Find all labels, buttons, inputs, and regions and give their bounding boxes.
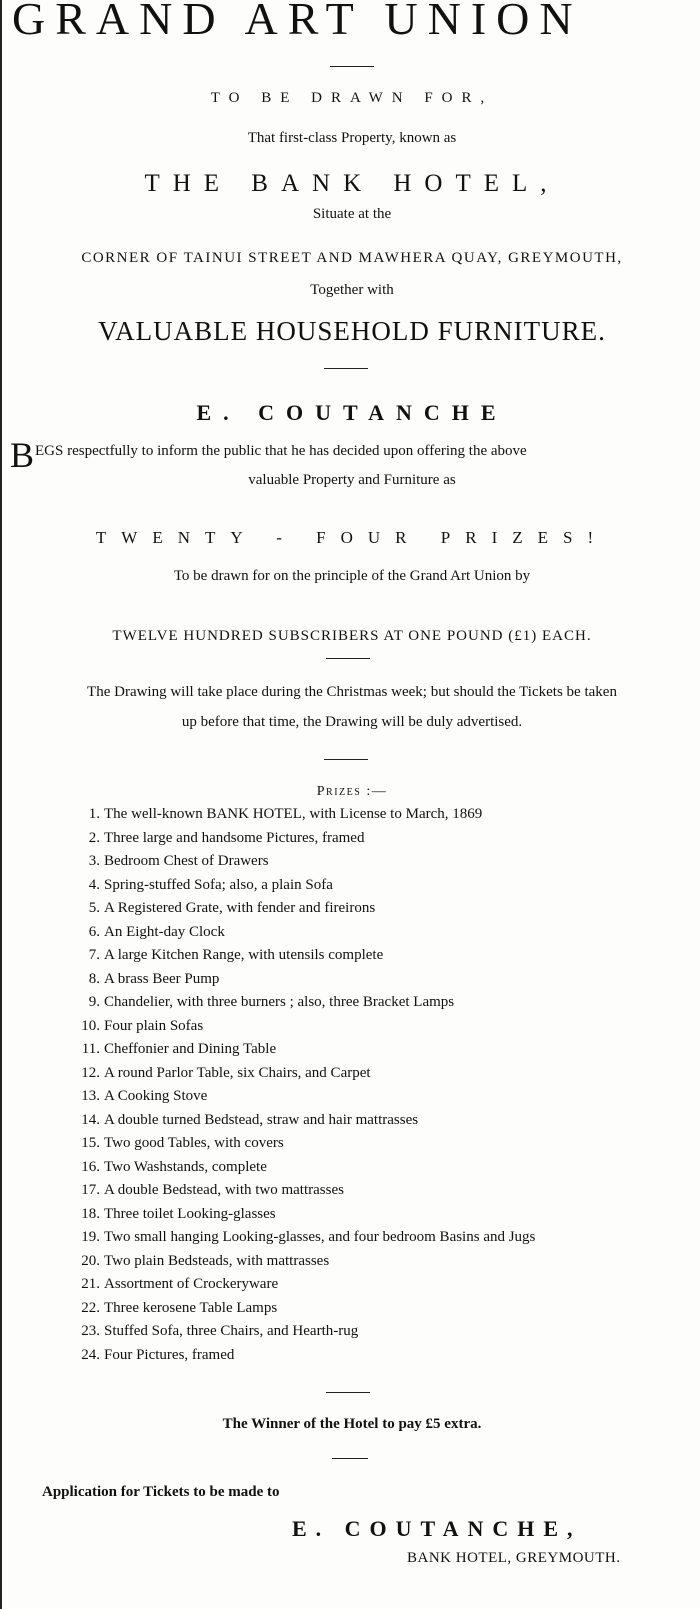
signature-name: E. COUTANCHE, <box>292 1516 582 1541</box>
winner-note: The Winner of the Hotel to pay £5 extra. <box>222 1416 482 1432</box>
drop-cap: B <box>10 435 35 475</box>
furniture-heading: VALUABLE HOUSEHOLD FURNITURE. <box>98 316 606 346</box>
hotel-name: THE BANK HOTEL, <box>144 170 560 197</box>
begs-text: EGS respectfully to inform the public that he has decided upon offering the above <box>35 443 527 459</box>
application-line: Application for Tickets to be made to <box>42 1484 280 1500</box>
list-item: 18. Three toilet Looking-glasses <box>81 1205 276 1222</box>
list-item: 6. An Eight-day Clock <box>88 923 225 940</box>
signature-address: BANK HOTEL, GREYMOUTH. <box>407 1550 621 1566</box>
list-item: 17. A double Bedstead, with two mattrasses <box>81 1182 344 1198</box>
list-item: 13. A Cooking Stove <box>81 1088 208 1104</box>
divider-rule <box>326 658 370 659</box>
list-item: 21. Assortment of Crockeryware <box>81 1276 279 1292</box>
drawing-line-2: up before that time, the Drawing will be duly advertised. <box>181 714 523 730</box>
list-item: 2. Three large and handsome Pictures, framed <box>88 829 365 846</box>
divider-rule <box>330 66 374 67</box>
twenty-four-prizes-heading: TWENTY - FOUR PRIZES! <box>95 528 609 547</box>
subscribers-line: TWELVE HUNDRED SUBSCRIBERS AT ONE POUND (£1) EACH. <box>112 628 592 644</box>
list-item: 24. Four Pictures, framed <box>81 1346 235 1363</box>
list-item: 7. A large Kitchen Range, with utensils complete <box>88 947 384 963</box>
list-item: 19. Two small hanging Looking-glasses, and four bedroom Basins and Jugs <box>81 1229 536 1245</box>
to-be-drawn-line: TO BE DRAWN FOR, <box>210 90 494 106</box>
begs-paragraph <box>10 435 694 475</box>
list-item: 15. Two good Tables, with covers <box>81 1135 284 1151</box>
situate-line: Situate at the <box>312 206 392 222</box>
list-item: 8. A brass Beer Pump <box>88 970 220 987</box>
list-item: 1. The well-known BANK HOTEL, with License to March, 1869 <box>88 806 483 822</box>
list-item: 11. Cheffonier and Dining Table <box>81 1041 277 1057</box>
list-item: 22. Three kerosene Table Lamps <box>81 1299 278 1316</box>
list-item: 16. Two Washstands, complete <box>81 1158 267 1175</box>
divider-rule <box>326 1392 370 1393</box>
list-item: 20. Two plain Bedsteads, with mattrasses <box>81 1252 330 1269</box>
list-item: 23. Stuffed Sofa, three Chairs, and Hearth-rug <box>81 1323 359 1339</box>
list-item: 12. A round Parlor Table, six Chairs, and Carpet <box>81 1064 371 1081</box>
divider-rule <box>324 759 368 760</box>
list-item: 9. Chandelier, with three burners ; also, three Bracket Lamps <box>88 994 455 1010</box>
list-item: 10. Four plain Sofas <box>81 1017 204 1034</box>
list-item: 14. A double turned Bedstead, straw and hair mattrasses <box>81 1111 419 1128</box>
list-item: 5. A Registered Grate, with fender and fireirons <box>88 900 376 916</box>
list-item: 4. Spring-stuffed Sofa; also, a plain Sofa <box>88 876 333 893</box>
list-item: 3. Bedroom Chest of Drawers <box>88 853 269 869</box>
together-line: Together with <box>310 282 394 298</box>
principle-line: To be drawn for on the principle of the Grand Art Union by <box>173 568 531 584</box>
prizes-label: Prizes :— <box>316 784 388 799</box>
prize-list <box>62 806 682 1370</box>
corner-address-line: CORNER OF TAINUI STREET AND MAWHERA QUAY, GREYMOUTH, <box>81 250 623 266</box>
divider-rule <box>324 368 368 369</box>
divider-rule <box>332 1458 368 1459</box>
begs-line-2: valuable Property and Furniture as <box>248 472 456 488</box>
first-class-line: That first-class Property, known as <box>247 130 457 146</box>
headline-title: GRAND ART UNION <box>12 0 583 44</box>
drawing-line-1: The Drawing will take place during the Christmas week; but should the Tickets be taken <box>87 684 617 700</box>
proprietor-name: E. COUTANCHE <box>196 400 508 425</box>
